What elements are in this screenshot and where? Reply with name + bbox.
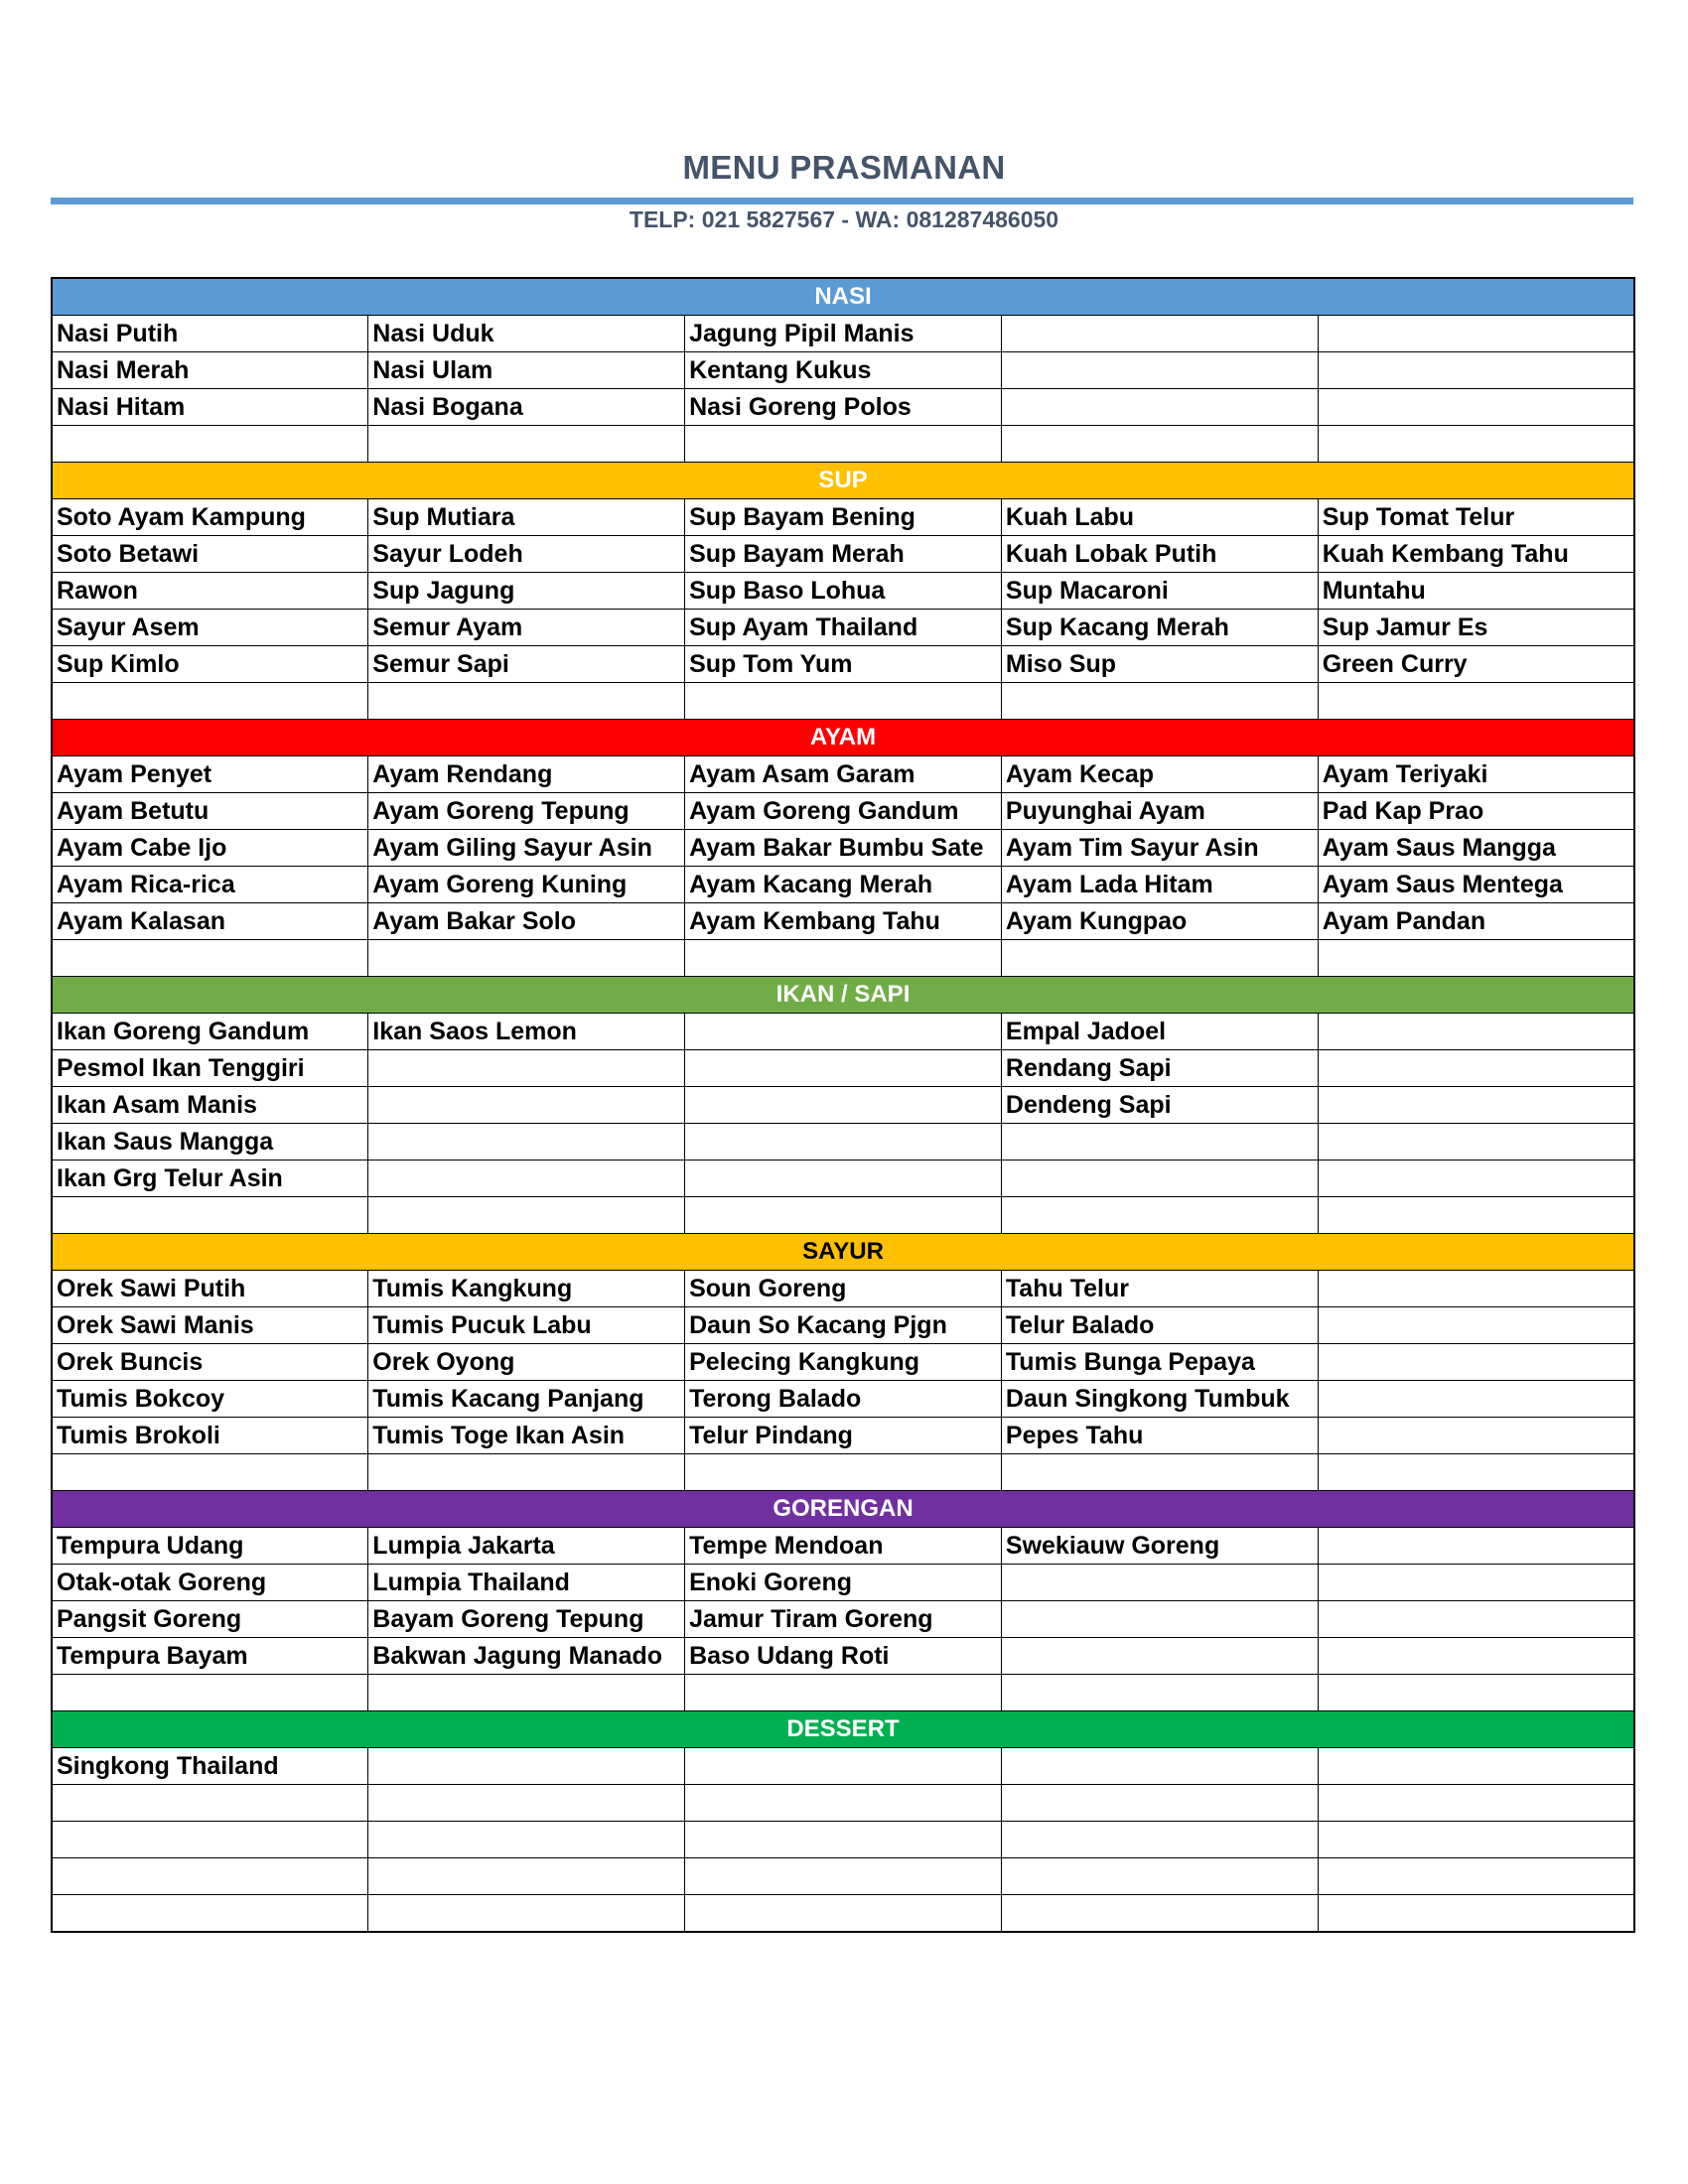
menu-item-cell — [1001, 1785, 1318, 1822]
menu-item-cell: Ayam Cabe Ijo — [52, 830, 368, 867]
menu-item-cell: Nasi Merah — [52, 352, 368, 389]
table-row — [52, 1197, 1634, 1234]
menu-item-cell: Orek Oyong — [368, 1344, 685, 1381]
menu-item-cell: Pesmol Ikan Tenggiri — [52, 1050, 368, 1087]
menu-item-cell — [1001, 1124, 1318, 1160]
menu-item-cell: Sup Ayam Thailand — [685, 610, 1002, 646]
menu-item-cell — [1318, 1307, 1634, 1344]
menu-item-cell — [685, 1454, 1002, 1491]
menu-item-cell — [368, 1124, 685, 1160]
menu-item-cell — [1318, 1050, 1634, 1087]
menu-item-cell — [1318, 683, 1634, 720]
menu-item-cell: Ayam Betutu — [52, 793, 368, 830]
table-row — [52, 940, 1634, 977]
menu-item-cell — [52, 1858, 368, 1895]
menu-item-cell — [1318, 940, 1634, 977]
menu-item-cell: Pepes Tahu — [1001, 1418, 1318, 1454]
menu-item-cell — [1001, 1197, 1318, 1234]
menu-item-cell: Muntahu — [1318, 573, 1634, 610]
menu-item-cell: Tempura Udang — [52, 1528, 368, 1565]
menu-item-cell: Miso Sup — [1001, 646, 1318, 683]
menu-item-cell: Green Curry — [1318, 646, 1634, 683]
table-row — [52, 830, 1634, 867]
menu-item-cell: Kuah Kembang Tahu — [1318, 536, 1634, 573]
menu-item-cell — [1001, 1675, 1318, 1711]
menu-item-cell: Soto Ayam Kampung — [52, 499, 368, 536]
menu-item-cell: Ayam Giling Sayur Asin — [368, 830, 685, 867]
menu-item-cell: Ikan Saos Lemon — [368, 1014, 685, 1050]
menu-item-cell: Ayam Goreng Gandum — [685, 793, 1002, 830]
menu-item-cell — [368, 1050, 685, 1087]
menu-item-cell — [52, 1785, 368, 1822]
menu-table — [51, 277, 1635, 1933]
menu-table-body — [52, 278, 1634, 1932]
contact-info: TELP: 021 5827567 - WA: 081287486050 — [629, 206, 1059, 232]
menu-item-cell — [1318, 1197, 1634, 1234]
menu-item-cell — [1001, 352, 1318, 389]
menu-item-cell — [1318, 1418, 1634, 1454]
menu-item-cell — [685, 1014, 1002, 1050]
menu-item-cell: Empal Jadoel — [1001, 1014, 1318, 1050]
page-title: MENU PRASMANAN — [682, 149, 1006, 186]
table-row — [52, 499, 1634, 536]
menu-item-cell — [1318, 316, 1634, 352]
menu-item-cell — [1001, 1822, 1318, 1858]
menu-item-cell — [368, 1087, 685, 1124]
table-row — [52, 1601, 1634, 1638]
table-row — [52, 426, 1634, 463]
menu-item-cell: Semur Sapi — [368, 646, 685, 683]
menu-item-cell: Ayam Penyet — [52, 756, 368, 793]
menu-item-cell — [685, 1822, 1002, 1858]
table-row — [52, 1050, 1634, 1087]
menu-item-cell: Dendeng Sapi — [1001, 1087, 1318, 1124]
table-row — [52, 1344, 1634, 1381]
menu-item-cell — [52, 1454, 368, 1491]
menu-item-cell: Tumis Bokcoy — [52, 1381, 368, 1418]
menu-item-cell: Ayam Teriyaki — [1318, 756, 1634, 793]
menu-item-cell — [1001, 1748, 1318, 1785]
menu-item-cell — [368, 940, 685, 977]
menu-item-cell: Sup Bayam Bening — [685, 499, 1002, 536]
table-row — [52, 573, 1634, 610]
menu-item-cell — [1318, 1344, 1634, 1381]
menu-item-cell — [368, 1895, 685, 1933]
menu-item-cell — [685, 1124, 1002, 1160]
menu-item-cell — [1318, 426, 1634, 463]
menu-item-cell: Rendang Sapi — [1001, 1050, 1318, 1087]
table-row — [52, 1087, 1634, 1124]
table-row — [52, 1381, 1634, 1418]
menu-item-cell — [685, 1197, 1002, 1234]
menu-item-cell: Ikan Grg Telur Asin — [52, 1160, 368, 1197]
menu-item-cell: Ayam Rica-rica — [52, 867, 368, 903]
table-row — [52, 1748, 1634, 1785]
menu-item-cell — [52, 1675, 368, 1711]
menu-item-cell — [1318, 1858, 1634, 1895]
menu-item-cell — [368, 1822, 685, 1858]
menu-item-cell — [685, 1050, 1002, 1087]
table-row — [52, 1638, 1634, 1675]
menu-item-cell: Tahu Telur — [1001, 1271, 1318, 1307]
menu-item-cell — [368, 1858, 685, 1895]
menu-item-cell — [1001, 1638, 1318, 1675]
menu-item-cell — [368, 1454, 685, 1491]
section-header-sup: SUP — [52, 463, 1634, 499]
menu-item-cell: Sup Kacang Merah — [1001, 610, 1318, 646]
menu-item-cell: Ayam Kecap — [1001, 756, 1318, 793]
section-header-row — [52, 463, 1634, 499]
menu-item-cell: Enoki Goreng — [685, 1565, 1002, 1601]
menu-item-cell: Ayam Kembang Tahu — [685, 903, 1002, 940]
menu-item-cell — [1318, 1528, 1634, 1565]
menu-item-cell: Nasi Hitam — [52, 389, 368, 426]
menu-item-cell — [52, 1197, 368, 1234]
section-header-dessert: DESSERT — [52, 1711, 1634, 1748]
menu-item-cell — [1001, 1858, 1318, 1895]
menu-item-cell — [685, 426, 1002, 463]
menu-item-cell: Sayur Asem — [52, 610, 368, 646]
menu-item-cell — [1001, 1454, 1318, 1491]
menu-item-cell: Pad Kap Prao — [1318, 793, 1634, 830]
menu-item-cell: Nasi Bogana — [368, 389, 685, 426]
menu-item-cell — [52, 683, 368, 720]
table-row — [52, 1160, 1634, 1197]
table-row — [52, 1528, 1634, 1565]
menu-item-cell — [1318, 1087, 1634, 1124]
table-row — [52, 389, 1634, 426]
title-underline — [51, 198, 1633, 205]
menu-item-cell — [368, 1785, 685, 1822]
table-row — [52, 793, 1634, 830]
table-row — [52, 1418, 1634, 1454]
menu-item-cell: Nasi Goreng Polos — [685, 389, 1002, 426]
table-row — [52, 646, 1634, 683]
menu-item-cell: Ayam Kacang Merah — [685, 867, 1002, 903]
menu-item-cell: Soun Goreng — [685, 1271, 1002, 1307]
menu-item-cell: Kuah Labu — [1001, 499, 1318, 536]
menu-item-cell — [1001, 1565, 1318, 1601]
menu-item-cell: Terong Balado — [685, 1381, 1002, 1418]
menu-item-cell — [1318, 1895, 1634, 1933]
menu-item-cell: Jamur Tiram Goreng — [685, 1601, 1002, 1638]
menu-item-cell: Puyunghai Ayam — [1001, 793, 1318, 830]
menu-item-cell: Sup Jamur Es — [1318, 610, 1634, 646]
section-header-row — [52, 977, 1634, 1014]
menu-item-cell — [368, 1675, 685, 1711]
menu-item-cell — [1318, 389, 1634, 426]
menu-item-cell: Bakwan Jagung Manado — [368, 1638, 685, 1675]
menu-item-cell — [1318, 1271, 1634, 1307]
table-row — [52, 867, 1634, 903]
menu-item-cell — [368, 1160, 685, 1197]
menu-item-cell — [685, 1895, 1002, 1933]
menu-item-cell — [1318, 1565, 1634, 1601]
menu-item-cell — [1001, 940, 1318, 977]
menu-item-cell — [685, 940, 1002, 977]
section-header-row — [52, 720, 1634, 756]
menu-item-cell: Orek Buncis — [52, 1344, 368, 1381]
table-row — [52, 1675, 1634, 1711]
menu-item-cell: Ayam Kalasan — [52, 903, 368, 940]
menu-item-cell: Telur Pindang — [685, 1418, 1002, 1454]
menu-item-cell — [685, 1785, 1002, 1822]
menu-item-cell: Jagung Pipil Manis — [685, 316, 1002, 352]
menu-item-cell: Ayam Bakar Solo — [368, 903, 685, 940]
menu-item-cell — [52, 1822, 368, 1858]
menu-item-cell: Tumis Kacang Panjang — [368, 1381, 685, 1418]
section-header-sayur: SAYUR — [52, 1234, 1634, 1271]
table-row — [52, 1454, 1634, 1491]
section-header-row — [52, 1711, 1634, 1748]
table-row — [52, 1822, 1634, 1858]
menu-item-cell — [685, 1748, 1002, 1785]
menu-item-cell — [1001, 683, 1318, 720]
menu-item-cell: Tempura Bayam — [52, 1638, 368, 1675]
menu-item-cell — [685, 1858, 1002, 1895]
table-row — [52, 756, 1634, 793]
table-row — [52, 1124, 1634, 1160]
menu-item-cell: Tumis Toge Ikan Asin — [368, 1418, 685, 1454]
table-row — [52, 1785, 1634, 1822]
menu-item-cell: Sup Tomat Telur — [1318, 499, 1634, 536]
menu-item-cell: Nasi Uduk — [368, 316, 685, 352]
menu-item-cell: Swekiauw Goreng — [1001, 1528, 1318, 1565]
menu-item-cell — [52, 426, 368, 463]
table-row — [52, 1307, 1634, 1344]
menu-item-cell — [1318, 1675, 1634, 1711]
menu-item-cell: Singkong Thailand — [52, 1748, 368, 1785]
menu-item-cell: Ayam Kungpao — [1001, 903, 1318, 940]
menu-item-cell: Kuah Lobak Putih — [1001, 536, 1318, 573]
menu-item-cell — [368, 1748, 685, 1785]
menu-item-cell: Pelecing Kangkung — [685, 1344, 1002, 1381]
menu-item-cell — [685, 683, 1002, 720]
menu-item-cell — [1318, 1124, 1634, 1160]
table-row — [52, 536, 1634, 573]
menu-item-cell: Baso Udang Roti — [685, 1638, 1002, 1675]
menu-item-cell: Tumis Kangkung — [368, 1271, 685, 1307]
menu-item-cell — [1001, 1160, 1318, 1197]
menu-item-cell: Daun So Kacang Pjgn — [685, 1307, 1002, 1344]
menu-item-cell: Sup Kimlo — [52, 646, 368, 683]
section-header-row — [52, 1234, 1634, 1271]
menu-item-cell: Ayam Saus Mangga — [1318, 830, 1634, 867]
menu-item-cell: Daun Singkong Tumbuk — [1001, 1381, 1318, 1418]
menu-item-cell: Ayam Goreng Tepung — [368, 793, 685, 830]
menu-item-cell — [1318, 1160, 1634, 1197]
menu-item-cell: Sup Bayam Merah — [685, 536, 1002, 573]
menu-item-cell — [1318, 1822, 1634, 1858]
menu-item-cell — [52, 940, 368, 977]
menu-item-cell: Ayam Lada Hitam — [1001, 867, 1318, 903]
menu-item-cell: Soto Betawi — [52, 536, 368, 573]
section-header-row — [52, 278, 1634, 316]
menu-item-cell: Ikan Saus Mangga — [52, 1124, 368, 1160]
menu-item-cell: Sayur Lodeh — [368, 536, 685, 573]
table-row — [52, 1565, 1634, 1601]
menu-item-cell: Sup Tom Yum — [685, 646, 1002, 683]
menu-item-cell: Kentang Kukus — [685, 352, 1002, 389]
menu-item-cell: Ayam Goreng Kuning — [368, 867, 685, 903]
menu-item-cell: Lumpia Jakarta — [368, 1528, 685, 1565]
menu-item-cell: Ayam Bakar Bumbu Sate — [685, 830, 1002, 867]
menu-item-cell — [1001, 1601, 1318, 1638]
menu-item-cell: Otak-otak Goreng — [52, 1565, 368, 1601]
section-header-gorengan: GORENGAN — [52, 1491, 1634, 1528]
menu-item-cell: Sup Macaroni — [1001, 573, 1318, 610]
menu-item-cell — [685, 1675, 1002, 1711]
menu-item-cell: Sup Mutiara — [368, 499, 685, 536]
table-row — [52, 903, 1634, 940]
menu-item-cell — [1318, 1601, 1634, 1638]
section-header-nasi: NASI — [52, 278, 1634, 316]
menu-item-cell: Ayam Saus Mentega — [1318, 867, 1634, 903]
table-row — [52, 683, 1634, 720]
menu-item-cell — [1001, 1895, 1318, 1933]
menu-item-cell: Telur Balado — [1001, 1307, 1318, 1344]
section-header-row — [52, 1491, 1634, 1528]
menu-item-cell: Tumis Bunga Pepaya — [1001, 1344, 1318, 1381]
menu-item-cell — [52, 1895, 368, 1933]
menu-item-cell — [1318, 1014, 1634, 1050]
menu-item-cell — [1318, 1638, 1634, 1675]
menu-item-cell — [368, 1197, 685, 1234]
menu-item-cell — [1001, 389, 1318, 426]
menu-item-cell: Sup Baso Lohua — [685, 573, 1002, 610]
menu-item-cell — [1318, 1748, 1634, 1785]
table-row — [52, 1014, 1634, 1050]
section-header-ayam: AYAM — [52, 720, 1634, 756]
menu-item-cell: Ikan Goreng Gandum — [52, 1014, 368, 1050]
table-row — [52, 1895, 1634, 1933]
table-row — [52, 1271, 1634, 1307]
menu-item-cell: Rawon — [52, 573, 368, 610]
menu-item-cell: Orek Sawi Manis — [52, 1307, 368, 1344]
menu-item-cell — [1001, 316, 1318, 352]
menu-item-cell — [685, 1160, 1002, 1197]
menu-item-cell: Semur Ayam — [368, 610, 685, 646]
menu-item-cell: Sup Jagung — [368, 573, 685, 610]
menu-item-cell: Orek Sawi Putih — [52, 1271, 368, 1307]
menu-item-cell: Tumis Pucuk Labu — [368, 1307, 685, 1344]
menu-item-cell — [1318, 1785, 1634, 1822]
menu-item-cell — [1318, 1454, 1634, 1491]
menu-item-cell: Ayam Rendang — [368, 756, 685, 793]
section-header-ikan-sapi: IKAN / SAPI — [52, 977, 1634, 1014]
table-row — [52, 352, 1634, 389]
menu-item-cell: Tempe Mendoan — [685, 1528, 1002, 1565]
menu-item-cell: Nasi Ulam — [368, 352, 685, 389]
menu-item-cell: Nasi Putih — [52, 316, 368, 352]
table-row — [52, 316, 1634, 352]
menu-item-cell — [685, 1087, 1002, 1124]
table-row — [52, 1858, 1634, 1895]
menu-item-cell: Ikan Asam Manis — [52, 1087, 368, 1124]
menu-item-cell — [368, 426, 685, 463]
menu-item-cell — [1318, 352, 1634, 389]
table-row — [52, 610, 1634, 646]
menu-item-cell: Tumis Brokoli — [52, 1418, 368, 1454]
menu-item-cell: Ayam Tim Sayur Asin — [1001, 830, 1318, 867]
menu-item-cell: Ayam Asam Garam — [685, 756, 1002, 793]
menu-item-cell — [1318, 1381, 1634, 1418]
menu-item-cell: Ayam Pandan — [1318, 903, 1634, 940]
menu-item-cell: Bayam Goreng Tepung — [368, 1601, 685, 1638]
menu-item-cell: Lumpia Thailand — [368, 1565, 685, 1601]
menu-item-cell: Pangsit Goreng — [52, 1601, 368, 1638]
menu-item-cell — [1001, 426, 1318, 463]
menu-item-cell — [368, 683, 685, 720]
